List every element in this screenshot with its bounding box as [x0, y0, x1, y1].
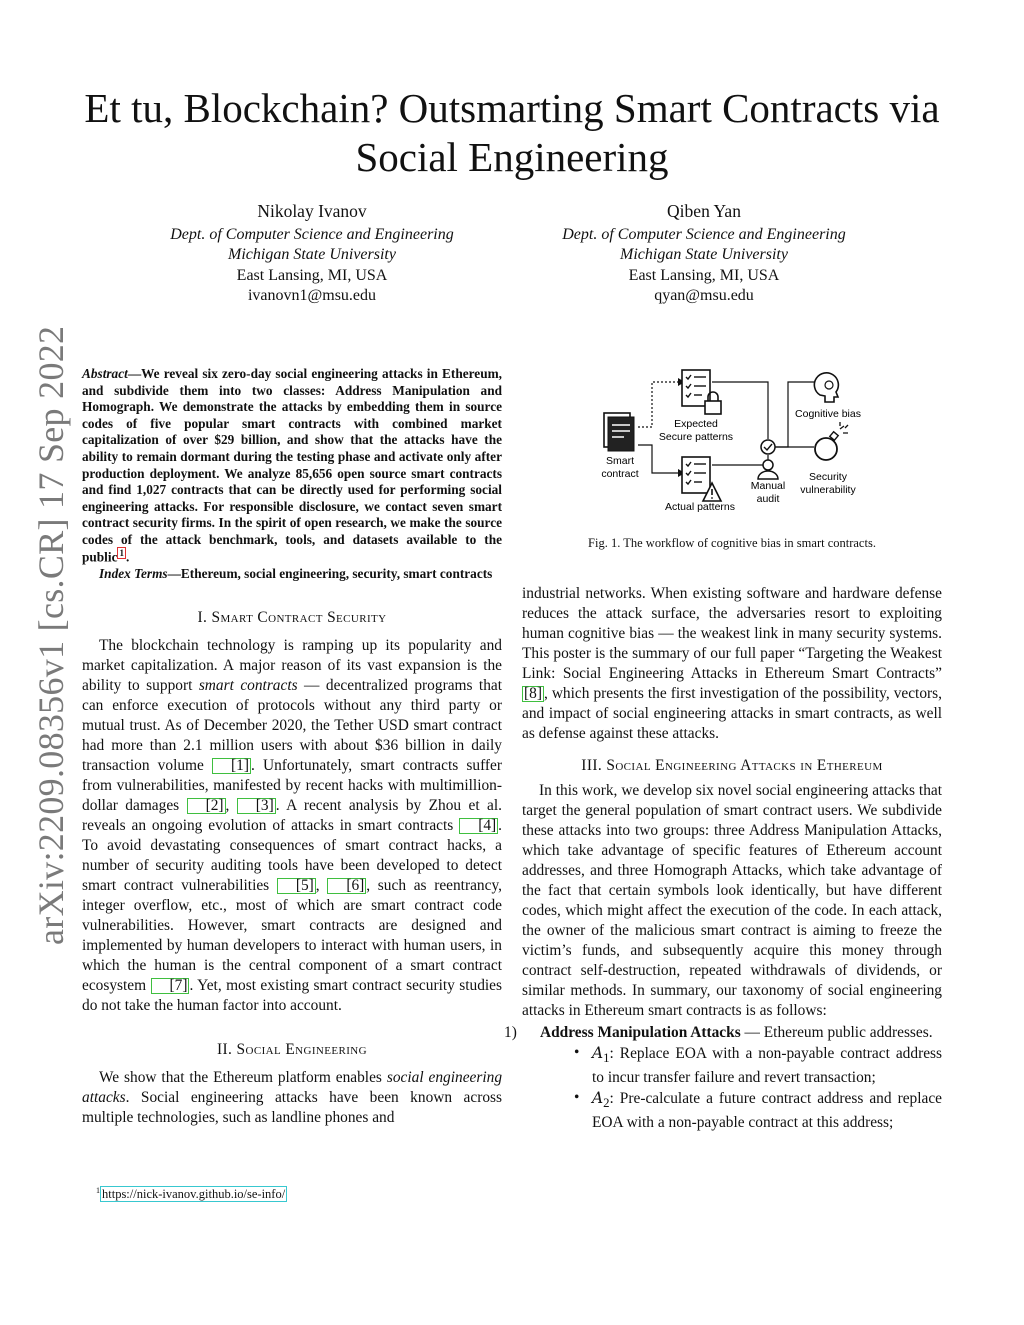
list-item — [592, 1043, 942, 1088]
citation-link[interactable]: [2] — [187, 798, 226, 814]
item-text: — Ethereum public addresses. — [740, 1024, 933, 1041]
workflow-figure — [590, 365, 880, 525]
author-univ: Michigan State University — [228, 246, 396, 263]
dotted-connector — [638, 382, 678, 427]
paper-title: Et tu, Blockchain? Outsmarting Smart Contracts via Social Engineering — [84, 85, 940, 180]
text: , — [225, 797, 237, 815]
author-univ: Michigan State University — [620, 246, 788, 263]
section-heading: II. Social Engineering — [217, 1041, 367, 1059]
label-vulnerability: vulnerability — [800, 484, 856, 496]
section-heading: III. Social Engineering Attacks in Ethereum — [581, 757, 883, 774]
citation-link[interactable]: [8] — [524, 685, 542, 702]
emphasis: social engineering attacks — [82, 1069, 503, 1107]
index-terms-text: —Ethereum, social engineering, security, smart contracts — [167, 565, 493, 581]
list-item — [592, 1088, 942, 1133]
emphasis: smart contracts — [198, 677, 298, 695]
item-title: Address Manipulation Attacks — [540, 1024, 741, 1041]
text: . A recent analysis by Zhou et al. reveals an ongoing evolution of attacks in smart contracts — [82, 797, 502, 835]
section-2-paragraph-start — [82, 1068, 502, 1128]
checklist-warning-icon — [682, 457, 721, 501]
text: . Social engineering attacks have been known across multiple technologies, such as landline phones and — [82, 1089, 502, 1127]
section-heading: I. Smart Contract Security — [197, 609, 387, 627]
attack-symbol: A — [592, 1044, 604, 1062]
citation-link[interactable]: [3] — [237, 798, 276, 814]
text: . Yet, most existing smart contract security studies do not take the human factor into account. — [82, 977, 502, 1015]
attack-subscript: 1 — [603, 1051, 610, 1066]
footnote-mark: 1 — [96, 1186, 100, 1195]
arxiv-identifier: arXiv:2209.08356v1 [cs.CR] 17 Sep 2022 — [31, 325, 71, 945]
author-location: East Lansing, MI, USA — [236, 266, 388, 284]
abstract-label: Abstract — [82, 366, 128, 381]
text: , — [315, 877, 328, 895]
citation-link[interactable]: [5] — [277, 878, 316, 894]
figure-caption: Fig. 1. The workflow of cognitive bias in smart contracts. — [588, 536, 876, 550]
attack-text: : Replace EOA with a non-payable contract address to incur transfer failure and revert transaction; — [592, 1045, 942, 1087]
attack-subscript: 2 — [603, 1096, 610, 1111]
left-column — [82, 366, 502, 1128]
label-audit: audit — [756, 493, 780, 505]
text: The blockchain technology is ramping up its popularity and market capitalization. A major reason of its vast expansion is the ability to support — [82, 637, 502, 695]
label-cognitive-bias: Cognitive bias — [795, 408, 861, 420]
connector — [712, 455, 768, 465]
section-1-paragraph — [82, 636, 502, 1016]
text: , which presents the first investigation of the possibility, vectors, and impact of social engineering attacks in smart contracts, as well as defense against these attacks. — [522, 685, 942, 742]
label-expected: Expected — [674, 418, 718, 430]
label-contract: contract — [601, 468, 639, 480]
label-security: Security — [809, 471, 847, 483]
author-dept: Dept. of Computer Science and Engineering — [562, 225, 846, 243]
text: We show that the Ethereum platform enables — [99, 1069, 387, 1087]
label-smart: Smart — [605, 455, 635, 467]
auditor-icon — [758, 440, 778, 479]
citation-link[interactable]: [7] — [151, 978, 190, 994]
attack-list — [522, 1043, 942, 1133]
author-name: Nikolay Ivanov — [257, 201, 367, 221]
text: industrial networks. When existing software and hardware defense reduces the attack surface, the adversaries resort to exploiting human cognitive bias — the weakest link in many security systems. This poster is the summary of our full paper “Targeting the Weakest Link: Social Engineering Attacks in Ethereum Smart Contracts” — [522, 585, 942, 682]
author-name: Qiben Yan — [667, 201, 741, 221]
footnote — [96, 1186, 287, 1202]
item-number: 1) — [504, 1024, 517, 1041]
footnote-link[interactable]: 1 — [119, 547, 124, 558]
section-2-paragraph-continued — [522, 584, 942, 744]
taxonomy-item — [504, 1023, 942, 1043]
abstract-end: . — [125, 548, 130, 564]
text: . To avoid devastating consequences of smart contract hacks, a number of security auditing tools have been developed to detect smart contract vulnerabilities — [82, 817, 502, 895]
text: — decentralized programs that can enforce execution of protocols without any third party or mutual trust. As of December 2020, the Tether USD smart contract had more than 2.1 million users with about $36 billion in daily transaction volume — [82, 677, 503, 775]
solid-connector — [638, 445, 678, 473]
section-3-paragraph: In this work, we develop six novel social engineering attacks that target the general population of smart contract users. We subdivide these attacks into two groups: three Address Manipulation Attacks, which take advantage of specific features of Ethereum account addresses, and three Homograph Attacks, which take advantage of the fact that certain symbols look identically, but have different codes, which might affect the execution of the code. In each attack, the owner of the malicious smart contract is aiming to freeze the victim’s funds, and subsequently acquire this money through contract self-destruction, repeated withdrawals of dividends, or similar methods. In summary, our taxonomy of social engineering attacks in Ethereum smart contracts is as follows: — [522, 782, 942, 1019]
citation-link[interactable]: [6] — [327, 878, 366, 894]
index-terms-label: Index Terms — [99, 565, 168, 581]
label-secure-patterns: Secure patterns — [658, 431, 734, 443]
abstract — [82, 366, 502, 566]
author-dept: Dept. of Computer Science and Engineering — [170, 225, 454, 243]
author-block-1 — [122, 201, 502, 307]
label-actual-patterns: Actual patterns — [664, 501, 736, 513]
index-terms — [82, 566, 502, 583]
author-email: qyan@msu.edu — [654, 287, 754, 304]
text: , such as reentrancy, integer overflow, etc., most of which are smart contract code vulnerabilities. However, smart contracts are designed and implemented by human developers to interact with human users, in which the human is the central component of a smart contract ecosystem — [82, 877, 502, 995]
smart-contract-icon — [604, 413, 634, 451]
right-column — [504, 584, 942, 1133]
abstract-text: —We reveal six zero-day social engineering attacks in Ethereum, and subdivide them into two classes: Address Manipulation and Homograph. We demonstrate the attacks by embedding them in source codes of five popular smart contracts with combined market capitalization of over $29 billion, and show that the attacks have the ability to remain dormant during the testing phase and activate only after production deployment. We analyze 85,656 open source smart contracts and find 1,027 contracts that can be directly used for performing social engineering attacks. For responsible disclosure, we contact seven smart contract security firms. In the spirit of open research, we make the source codes of the attack benchmark, tools, and datasets available to the public — [82, 366, 502, 564]
citation-link[interactable]: [1] — [212, 758, 251, 774]
author-email: ivanovn1@msu.edu — [247, 287, 377, 304]
label-manual: Manual — [750, 480, 786, 492]
author-location: East Lansing, MI, USA — [628, 266, 780, 284]
citation-link[interactable]: [4] — [459, 818, 498, 834]
attack-symbol: A — [592, 1089, 604, 1108]
text: . Unfortunately, smart contracts suffer from vulnerabilities, manifested by recent hacks with multimillion-dollar damages — [82, 757, 502, 815]
head-icon — [814, 373, 838, 402]
author-block-2 — [514, 201, 894, 307]
bomb-icon — [815, 422, 848, 460]
footnote-url[interactable]: https://nick-ivanov.github.io/se-info/ — [102, 1187, 286, 1202]
attack-text: : Pre-calculate a future contract address and replace EOA with a non-payable contract at this address; — [592, 1090, 942, 1132]
checklist-lock-icon — [682, 370, 721, 414]
